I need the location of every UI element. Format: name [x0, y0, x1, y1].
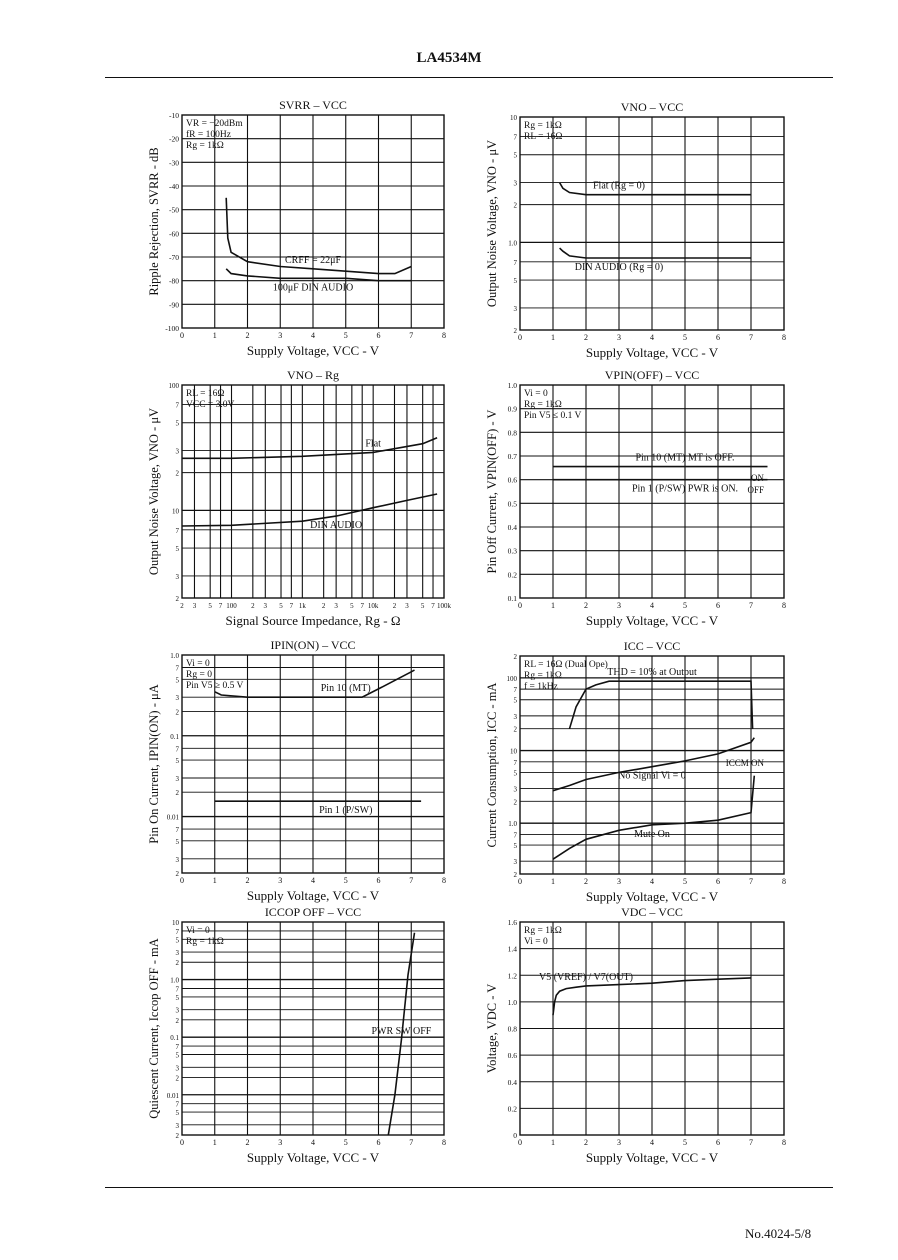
x-tick-label: 3: [278, 331, 283, 340]
y-axis-label: Output Noise Voltage, VNO - μV: [485, 139, 499, 308]
chart-title: VNO – Rg: [286, 368, 340, 382]
y-tick-label: 2: [513, 201, 517, 210]
y-tick-label: 0.8: [507, 428, 517, 438]
y-tick-label: 7: [175, 826, 179, 835]
series-label: Flat (Rg = 0): [592, 180, 646, 192]
y-tick-label: 2: [175, 959, 179, 968]
x-tick-label: 7: [409, 331, 414, 340]
condition-label: fR = 100Hz: [186, 130, 231, 140]
x-tick-label: 6: [716, 333, 720, 342]
y-tick-label: 0.01: [166, 1091, 179, 1100]
x-tick-label: 3: [617, 333, 621, 342]
y-tick-label: 3: [175, 775, 179, 784]
x-tick-label: 0: [518, 601, 522, 610]
x-tick-label: 4: [650, 601, 654, 610]
x-tick-label: 7: [409, 1138, 414, 1147]
x-tick-label: 2: [245, 876, 250, 885]
y-tick-label: 0.8: [507, 1024, 517, 1034]
x-tick-label: 3: [334, 602, 338, 610]
condition-label: Rg = 1kΩ: [186, 937, 224, 947]
condition-label: VR = −20dBm: [186, 119, 243, 129]
y-tick-label: 2: [513, 327, 517, 335]
x-tick-label: 6: [716, 877, 720, 886]
x-tick-label: 0: [518, 877, 522, 886]
y-tick-label: 7: [175, 1100, 179, 1109]
y-tick-label: -40: [169, 182, 179, 191]
x-tick-label: 7: [749, 601, 753, 610]
part-number-header: LA4534M: [416, 50, 482, 66]
chart-title: SVRR – VCC: [279, 98, 347, 112]
annotation-label: ON: [751, 472, 764, 483]
series-label: PWR SW OFF: [371, 1025, 432, 1037]
x-axis-label: Supply Voltage, VCC - V: [246, 1150, 380, 1165]
series-label: No Signal Vi = 0: [618, 770, 686, 782]
y-tick-label: 0.6: [507, 475, 517, 485]
x-tick-label: 2: [251, 602, 255, 610]
x-tick-label: 2: [584, 333, 588, 342]
x-tick-label: 0: [180, 1138, 184, 1147]
x-tick-label: 2: [584, 1138, 588, 1147]
x-tick-label: 5: [350, 602, 354, 610]
x-tick-label: 4: [650, 877, 654, 886]
y-tick-label: 10: [172, 507, 179, 516]
x-tick-label: 6: [376, 876, 381, 885]
y-axis-label: Pin Off Current, VPIN(OFF) - V: [485, 409, 499, 574]
x-tick-label: 5: [683, 333, 687, 342]
x-tick-label: 8: [442, 331, 446, 340]
y-tick-label: 1.0: [507, 381, 517, 390]
series-label: DIN AUDIO: [310, 520, 363, 532]
condition-label: Vi = 0: [524, 389, 548, 399]
series-label: DIN AUDIO (Rg = 0): [574, 262, 664, 274]
y-tick-label: 7: [175, 526, 179, 535]
y-axis-label: Current Consumption, ICC - mA: [485, 682, 499, 848]
y-tick-label: 7: [175, 1043, 179, 1052]
chart-8: [485, 905, 786, 1165]
y-tick-label: 7: [175, 745, 179, 754]
x-tick-label: 0: [518, 1138, 522, 1147]
y-tick-label: 1.0: [170, 976, 179, 985]
y-tick-label: 5: [175, 1051, 179, 1060]
condition-label: Vi = 0: [186, 659, 210, 669]
series-label: Mute On: [634, 828, 670, 840]
y-tick-label: 0.1: [170, 1034, 179, 1043]
x-tick-label: 7: [289, 602, 294, 610]
y-tick-label: 5: [175, 757, 179, 766]
y-tick-label: 1.0: [508, 820, 517, 829]
y-tick-label: 1.0: [508, 239, 517, 248]
y-tick-label: 7: [513, 686, 517, 695]
series-line: [215, 670, 415, 697]
x-tick-label: 1: [551, 333, 555, 342]
series-label: Pin 1 (P/SW): [319, 805, 373, 817]
annotation-label: ICCM ON: [725, 758, 764, 769]
y-tick-label: 5: [175, 1109, 179, 1118]
x-tick-label: 6: [376, 1138, 381, 1147]
x-tick-label: 3: [192, 602, 197, 610]
series-label: Pin 1 (P/SW) PWR is ON.: [631, 483, 739, 495]
y-tick-label: 100: [168, 382, 179, 390]
y-axis-label: Pin On Current, IPIN(ON) - μA: [147, 684, 161, 844]
x-tick-label: 8: [782, 877, 786, 886]
x-tick-label: 1: [551, 877, 555, 886]
x-tick-label: 2: [584, 877, 588, 886]
y-tick-label: 0.3: [507, 546, 517, 556]
y-tick-label: 5: [513, 277, 517, 286]
y-tick-label: 7: [513, 258, 517, 267]
x-tick-label: 8: [782, 601, 786, 610]
x-axis-label: Supply Voltage, VCC - V: [585, 345, 719, 360]
x-tick-label: 7: [749, 1138, 753, 1147]
y-axis-label: Ripple Rejection, SVRR - dB: [147, 147, 161, 296]
series-label: Pin 10 (MT) MT is OFF.: [635, 452, 735, 464]
condition-label: RL = 16Ω (Dual Ope): [524, 660, 608, 670]
x-tick-label: 5: [420, 602, 425, 610]
y-tick-label: 2: [513, 653, 517, 661]
y-tick-label: 2: [175, 469, 179, 478]
x-tick-label: 0: [180, 331, 184, 340]
x-tick-label: 2: [245, 331, 250, 340]
chart-5: [147, 638, 446, 903]
x-tick-label: 6: [716, 1138, 720, 1147]
x-tick-label: 0: [518, 333, 522, 342]
y-tick-label: 5: [513, 769, 517, 778]
series-line: [226, 269, 411, 281]
y-tick-label: 3: [175, 949, 179, 958]
series-line: [560, 180, 751, 195]
series-label: THD = 10% at Output: [607, 667, 697, 679]
x-tick-label: 5: [279, 602, 283, 610]
y-tick-label: 5: [175, 837, 179, 846]
x-tick-label: 8: [782, 1138, 786, 1147]
x-tick-label: 7: [749, 877, 753, 886]
chart-3: [147, 368, 452, 628]
series-line: [553, 738, 754, 791]
y-tick-label: -10: [169, 111, 179, 120]
chart-title: VDC – VCC: [621, 905, 683, 919]
x-tick-label: 2: [584, 601, 588, 610]
x-tick-label: 4: [650, 333, 654, 342]
y-tick-label: 3: [175, 1121, 179, 1130]
y-tick-label: 1.6: [507, 918, 517, 927]
y-tick-label: 0: [513, 1131, 517, 1140]
y-tick-label: 7: [513, 831, 517, 840]
y-tick-label: 0.7: [507, 452, 517, 461]
chart-title: ICCOP OFF – VCC: [264, 905, 362, 919]
x-axis-label: Supply Voltage, VCC - V: [246, 343, 380, 358]
x-axis-label: Supply Voltage, VCC - V: [585, 1150, 719, 1165]
y-tick-label: 3: [175, 447, 179, 456]
y-tick-label: 0.1: [507, 594, 517, 603]
y-tick-label: -90: [169, 300, 179, 310]
x-tick-label: 4: [311, 331, 315, 340]
y-tick-label: 0.5: [507, 499, 517, 509]
x-tick-label: 100: [226, 602, 237, 610]
x-axis-label: Signal Source Impedance, Rg - Ω: [225, 613, 401, 628]
plot-frame: [182, 385, 444, 598]
y-tick-label: -20: [169, 134, 179, 144]
y-tick-label: 2: [513, 871, 517, 879]
x-tick-label: 3: [405, 602, 409, 610]
x-tick-label: 2: [180, 602, 184, 610]
y-tick-label: 7: [175, 664, 179, 673]
y-tick-label: 0.6: [507, 1051, 517, 1061]
x-tick-label: 1: [212, 331, 217, 340]
x-tick-label: 5: [343, 331, 348, 340]
y-axis-label: Quiescent Current, Iccop OFF - mA: [147, 938, 161, 1119]
x-tick-label: 2: [245, 1138, 250, 1147]
x-tick-label: 3: [263, 602, 268, 610]
y-tick-label: 2: [175, 870, 179, 878]
y-tick-label: 1.0: [507, 997, 517, 1007]
y-tick-label: 2: [175, 1132, 179, 1140]
x-tick-label: 4: [650, 1138, 654, 1147]
y-tick-label: 10: [510, 747, 517, 756]
condition-label: Vi = 0: [186, 926, 210, 936]
x-tick-label: 7: [431, 602, 435, 610]
annotation-label: OFF: [747, 484, 764, 495]
x-tick-label: 5: [343, 876, 348, 885]
condition-label: RL = 16Ω: [186, 389, 225, 399]
y-tick-label: 3: [175, 694, 179, 703]
y-axis-label: Output Noise Voltage, VNO - μV: [147, 407, 161, 576]
y-tick-label: 1.0: [170, 652, 179, 660]
x-tick-label: 2: [392, 602, 397, 610]
series-label: 100μF DIN AUDIO: [272, 282, 354, 294]
y-tick-label: 5: [513, 842, 517, 851]
y-tick-label: -30: [169, 158, 179, 168]
chart-2: [485, 100, 786, 360]
y-tick-label: 2: [175, 1016, 179, 1025]
y-tick-label: 0.4: [507, 1077, 517, 1087]
y-tick-label: 2: [175, 708, 179, 717]
y-tick-label: 0.2: [507, 570, 517, 580]
y-tick-label: 2: [175, 789, 179, 798]
condition-label: Rg = 0: [186, 670, 212, 680]
y-tick-label: 100: [506, 674, 517, 683]
y-tick-label: 7: [175, 927, 179, 936]
y-tick-label: 7: [175, 401, 179, 410]
condition-label: Pin V5 ≤ 0.1 V: [524, 411, 582, 421]
y-tick-label: 2: [513, 725, 517, 734]
x-tick-label: 7: [218, 602, 223, 610]
y-tick-label: 7: [175, 985, 179, 994]
y-tick-label: 5: [175, 545, 179, 554]
x-tick-label: 4: [311, 876, 315, 885]
condition-label: RL = 16Ω: [524, 132, 563, 142]
y-tick-label: 5: [175, 936, 179, 945]
x-tick-label: 5: [343, 1138, 348, 1147]
condition-label: Rg = 1kΩ: [186, 141, 224, 151]
y-tick-label: 7: [513, 758, 517, 767]
x-tick-label: 5: [683, 601, 687, 610]
y-tick-label: 3: [513, 304, 517, 313]
x-tick-label: 1: [212, 1138, 217, 1147]
y-tick-label: 10: [510, 114, 517, 122]
y-tick-label: 3: [513, 858, 517, 867]
y-tick-label: 5: [513, 696, 517, 705]
page-number: No.4024-5/8: [745, 1226, 812, 1241]
y-tick-label: -80: [169, 276, 179, 286]
x-tick-label: 4: [311, 1138, 315, 1147]
chart-1: [147, 98, 446, 358]
condition-label: Rg = 1kΩ: [524, 400, 562, 410]
x-tick-label: 2: [321, 602, 326, 610]
series-line: [570, 681, 753, 729]
x-axis-label: Supply Voltage, VCC - V: [585, 613, 719, 628]
y-tick-label: 5: [175, 676, 179, 685]
series-label: Flat: [365, 438, 381, 450]
chart-title: VNO – VCC: [620, 100, 684, 114]
x-tick-label: 7: [360, 602, 364, 610]
condition-label: f = 1kHz: [524, 682, 558, 692]
y-tick-label: 1.4: [507, 944, 517, 954]
x-tick-label: 3: [278, 876, 283, 885]
y-tick-label: 3: [513, 179, 517, 188]
condition-label: VCC = 3.0V: [186, 400, 235, 410]
y-tick-label: 2: [175, 1074, 179, 1083]
series-label: CRFF = 22μF: [284, 254, 342, 266]
condition-label: Rg = 1kΩ: [524, 121, 562, 131]
x-tick-label: 1: [551, 601, 555, 610]
x-tick-label: 3: [278, 1138, 283, 1147]
series-label: Pin 10 (MT): [320, 683, 371, 695]
y-tick-label: 0.2: [507, 1104, 517, 1114]
chart-title: VPIN(OFF) – VCC: [604, 368, 700, 382]
x-tick-label: 5: [683, 877, 687, 886]
x-tick-label: 10k: [367, 602, 379, 610]
chart-title: IPIN(ON) – VCC: [270, 638, 356, 652]
x-tick-label: 100k: [437, 602, 451, 610]
series-label: V5 (VREF) / V7(OUT): [539, 971, 633, 983]
x-tick-label: 8: [782, 333, 786, 342]
chart-title: ICC – VCC: [623, 639, 681, 653]
y-tick-label: -100: [165, 324, 179, 333]
y-tick-label: 0.9: [507, 404, 517, 414]
x-tick-label: 1k: [298, 602, 306, 610]
y-tick-label: 0.4: [507, 523, 517, 532]
y-tick-label: 7: [513, 133, 517, 142]
y-tick-label: 3: [175, 1064, 179, 1073]
x-tick-label: 6: [716, 601, 720, 610]
x-axis-label: Supply Voltage, VCC - V: [246, 888, 380, 903]
y-tick-label: -60: [169, 229, 179, 239]
y-tick-label: 0.01: [166, 813, 179, 822]
x-tick-label: 1: [551, 1138, 555, 1147]
y-tick-label: -50: [169, 205, 179, 215]
y-axis-label: Voltage, VDC - V: [485, 983, 499, 1074]
chart-7: [147, 905, 446, 1165]
condition-label: Vi = 0: [524, 937, 548, 947]
y-tick-label: 3: [513, 785, 517, 794]
y-tick-label: 2: [513, 798, 517, 807]
chart-6: [485, 639, 786, 904]
x-tick-label: 7: [749, 333, 753, 342]
x-tick-label: 5: [208, 602, 212, 610]
y-tick-label: 10: [172, 919, 179, 927]
y-tick-label: -70: [169, 253, 179, 262]
y-tick-label: 1.2: [507, 971, 517, 981]
y-tick-label: 5: [175, 993, 179, 1002]
y-tick-label: 3: [513, 712, 517, 721]
condition-label: Rg = 1kΩ: [524, 671, 562, 681]
x-tick-label: 6: [376, 331, 381, 340]
y-tick-label: 3: [175, 855, 179, 864]
x-tick-label: 5: [683, 1138, 687, 1147]
x-tick-label: 8: [442, 1138, 446, 1147]
y-tick-label: 0.1: [170, 732, 179, 741]
series-line: [560, 248, 751, 258]
x-tick-label: 7: [409, 876, 414, 885]
chart-4: [485, 368, 786, 628]
y-tick-label: 5: [513, 151, 517, 160]
y-tick-label: 5: [175, 419, 179, 428]
condition-label: Pin V5 ≥ 0.5 V: [186, 681, 244, 691]
x-tick-label: 3: [617, 1138, 621, 1147]
x-axis-label: Supply Voltage, VCC - V: [585, 889, 719, 904]
y-tick-label: 2: [175, 595, 179, 603]
y-tick-label: 3: [175, 1006, 179, 1015]
y-tick-label: 3: [175, 572, 179, 581]
x-tick-label: 8: [442, 876, 446, 885]
x-tick-label: 1: [212, 876, 217, 885]
x-tick-label: 0: [180, 876, 184, 885]
x-tick-label: 3: [617, 877, 621, 886]
condition-label: Rg = 1kΩ: [524, 926, 562, 936]
x-tick-label: 3: [617, 601, 621, 610]
